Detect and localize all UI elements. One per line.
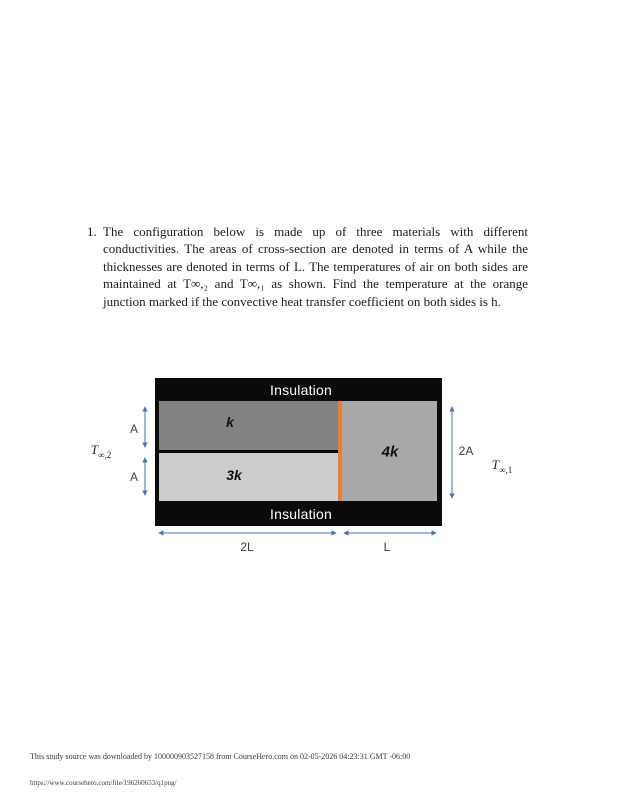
material-4k-label: 4k xyxy=(381,443,399,461)
orange-junction-line xyxy=(338,401,342,501)
dim-2l-label: 2L xyxy=(240,540,254,554)
problem-number: 1. xyxy=(87,224,97,239)
insulation-bottom-label: Insulation xyxy=(270,506,332,522)
problem-statement xyxy=(87,223,528,310)
material-k-block xyxy=(159,401,338,450)
problem-text: The configuration below is made up of three materials with different conductivities. The areas of cross-section are denoted in terms of A while the thicknesses are denoted in terms of L. The temperatures of air on both sides are maintained at T∞,₂ and T∞,₁ as shown. Find the temperature at the orange junction marked if the convective heat transfer coefficient on both sides is h. xyxy=(103,224,528,309)
dim-a-top-label: A xyxy=(129,422,139,436)
material-k-label: k xyxy=(226,414,234,430)
material-3k-block xyxy=(159,453,338,501)
material-3k-label: 3k xyxy=(226,467,242,483)
dim-2a-label: 2A xyxy=(458,444,474,458)
dim-l-label: L xyxy=(383,540,391,554)
temperature-right-label xyxy=(492,457,512,475)
temperature-left-subscript: ∞,2 xyxy=(98,449,112,460)
download-attribution: This study source was downloaded by 100000903527158 from CourseHero.com on 02-05-2026 04:23:31 GMT -06:00 xyxy=(30,752,411,761)
temperature-left-base: T xyxy=(90,442,99,458)
temperature-right-base: T xyxy=(491,457,500,473)
source-url: https://www.coursehero.com/file/196260653/q1png/ xyxy=(30,779,177,787)
insulation-top-label: Insulation xyxy=(270,382,332,398)
dim-a-bottom-label: A xyxy=(129,470,139,484)
temperature-right-subscript: ∞,1 xyxy=(499,464,513,475)
temperature-left-label xyxy=(91,442,111,460)
